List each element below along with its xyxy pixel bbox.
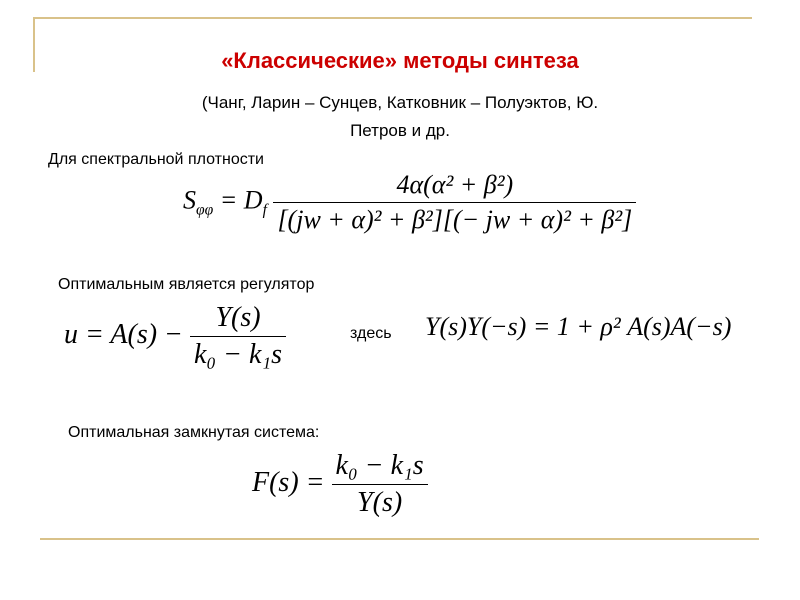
spectral-lhs: S [183,185,196,215]
closed-system-formula [252,450,428,519]
here-formula: Y(s)Y(−s) = 1 + ρ² A(s)A(−s) [425,312,732,341]
regulator-denominator: k₀ − k₁s [193,339,283,370]
regulator-fraction [190,302,286,371]
frame-top-line [33,17,752,19]
subtitle-line-1: (Чанг, Ларин – Сунцев, Катковник – Полуэктов, Ю. [201,93,599,112]
regulator-lhs: u = A(s) − [64,318,183,350]
slide-title: «Классические» методы синтеза [221,48,579,73]
spectral-eq-sub: f [262,201,267,219]
spectral-density-formula [183,170,636,235]
frame-bottom-line [40,538,759,540]
here-label: здесь [350,325,392,342]
spectral-density-label: Для спектральной плотности [48,151,264,168]
regulator-numerator: Y(s) [190,302,286,337]
spectral-denominator: [(jw + α)² + β²][(− jw + α)² + β²] [277,205,633,234]
closed-system-label: Оптимальная замкнутая система: [68,424,320,441]
slide-subtitle [120,89,680,145]
subtitle-line-2: Петров и др. [350,121,450,140]
closed-lhs: F(s) = [252,466,325,498]
regulator-formula [64,302,286,371]
spectral-eq: = D [219,185,263,215]
closed-fraction [332,450,428,519]
spectral-numerator: 4α(α² + β²) [273,170,636,203]
optimal-regulator-label: Оптимальным является регулятор [58,276,315,293]
spectral-fraction [273,170,636,235]
closed-numerator: k₀ − k₁s [332,450,428,485]
closed-denominator: Y(s) [357,487,403,518]
spectral-lhs-sub: φφ [196,201,214,219]
